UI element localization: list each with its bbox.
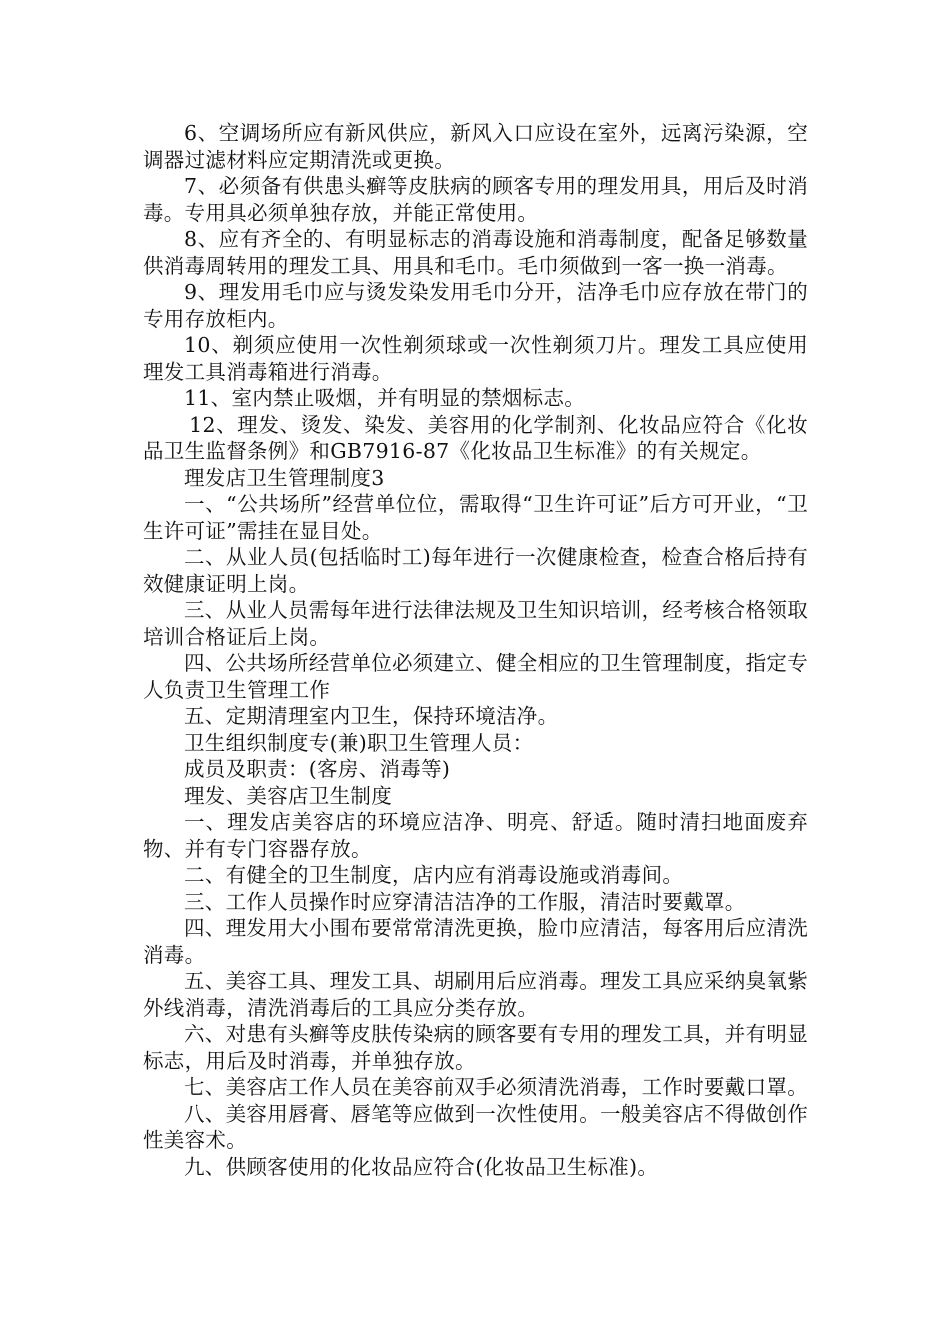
paragraph: 8、应有齐全的、有明显标志的消毒设施和消毒制度，配备足够数量供消毒周转用的理发工具、用具和毛巾。毛巾须做到一客一换一消毒。 — [143, 227, 808, 278]
paragraph: 成员及职责：(客房、消毒等) — [184, 757, 451, 781]
paragraph: 6、空调场所应有新风供应，新风入口应设在室外，远离污染源，空调器过滤材料应定期清洗或更换。 — [143, 121, 808, 172]
paragraph: 五、定期清理室内卫生，保持环境洁净。 — [184, 704, 559, 728]
document-body — [143, 120, 808, 1180]
paragraph: 六、对患有头癣等皮肤传染病的顾客要有专用的理发工具，并有明显标志，用后及时消毒，并单独存放。 — [143, 1022, 808, 1073]
paragraph: 五、美容工具、理发工具、胡刷用后应消毒。理发工具应采纳臭氧紫外线消毒，清洗消毒后的工具应分类存放。 — [143, 969, 808, 1020]
paragraph: 二、从业人员(包括临时工)每年进行一次健康检查，检查合格后持有效健康证明上岗。 — [143, 545, 808, 596]
paragraph: 10、剃须应使用一次性剃须球或一次性剃须刀片。理发工具应使用理发工具消毒箱进行消毒。 — [143, 333, 808, 384]
paragraph: 11、室内禁止吸烟，并有明显的禁烟标志。 — [184, 386, 586, 410]
paragraph: 7、必须备有供患头癣等皮肤病的顾客专用的理发用具，用后及时消毒。专用具必须单独存放，并能正常使用。 — [143, 174, 808, 225]
paragraph: 卫生组织制度专(兼)职卫生管理人员： — [184, 730, 534, 755]
paragraph: 二、有健全的卫生制度，店内应有消毒设施或消毒间。 — [184, 863, 684, 887]
paragraph: 四、公共场所经营单位必须建立、健全相应的卫生管理制度，指定专人负责卫生管理工作 — [143, 651, 808, 702]
paragraph: 七、美容店工作人员在美容前双手必须清洗消毒，工作时要戴口罩。 — [184, 1075, 808, 1099]
paragraph: 一、“公共场所”经营单位位，需取得“卫生许可证”后方可开业，“卫生许可证”需挂在显目处。 — [143, 492, 808, 543]
paragraph: 一、理发店美容店的环境应洁净、明亮、舒适。随时清扫地面废弃物、并有专门容器存放。 — [143, 810, 808, 861]
paragraph: 四、理发用大小围布要常常清洗更换，脸巾应清洁，每客用后应清洗消毒。 — [143, 916, 808, 967]
paragraph: 12、理发、烫发、染发、美容用的化学制剂、化妆品应符合《化妆品卫生监督条例》和GB7916-87《化妆品卫生标准》的有关规定。 — [143, 412, 808, 463]
section-heading: 理发、美容店卫生制度 — [184, 783, 392, 808]
paragraph: 三、工作人员操作时应穿清洁洁净的工作服，清洁时要戴罩。 — [184, 889, 746, 914]
paragraph: 三、从业人员需每年进行法律法规及卫生知识培训，经考核合格领取培训合格证后上岗。 — [143, 598, 808, 649]
paragraph: 9、理发用毛巾应与烫发染发用毛巾分开，洁净毛巾应存放在带门的专用存放柜内。 — [143, 280, 808, 331]
paragraph: 九、供顾客使用的化妆品应符合(化妆品卫生标准)。 — [184, 1154, 659, 1179]
section-heading: 理发店卫生管理制度3 — [184, 465, 385, 490]
paragraph: 八、美容用唇膏、唇笔等应做到一次性使用。一般美容店不得做创作性美容术。 — [143, 1101, 808, 1152]
